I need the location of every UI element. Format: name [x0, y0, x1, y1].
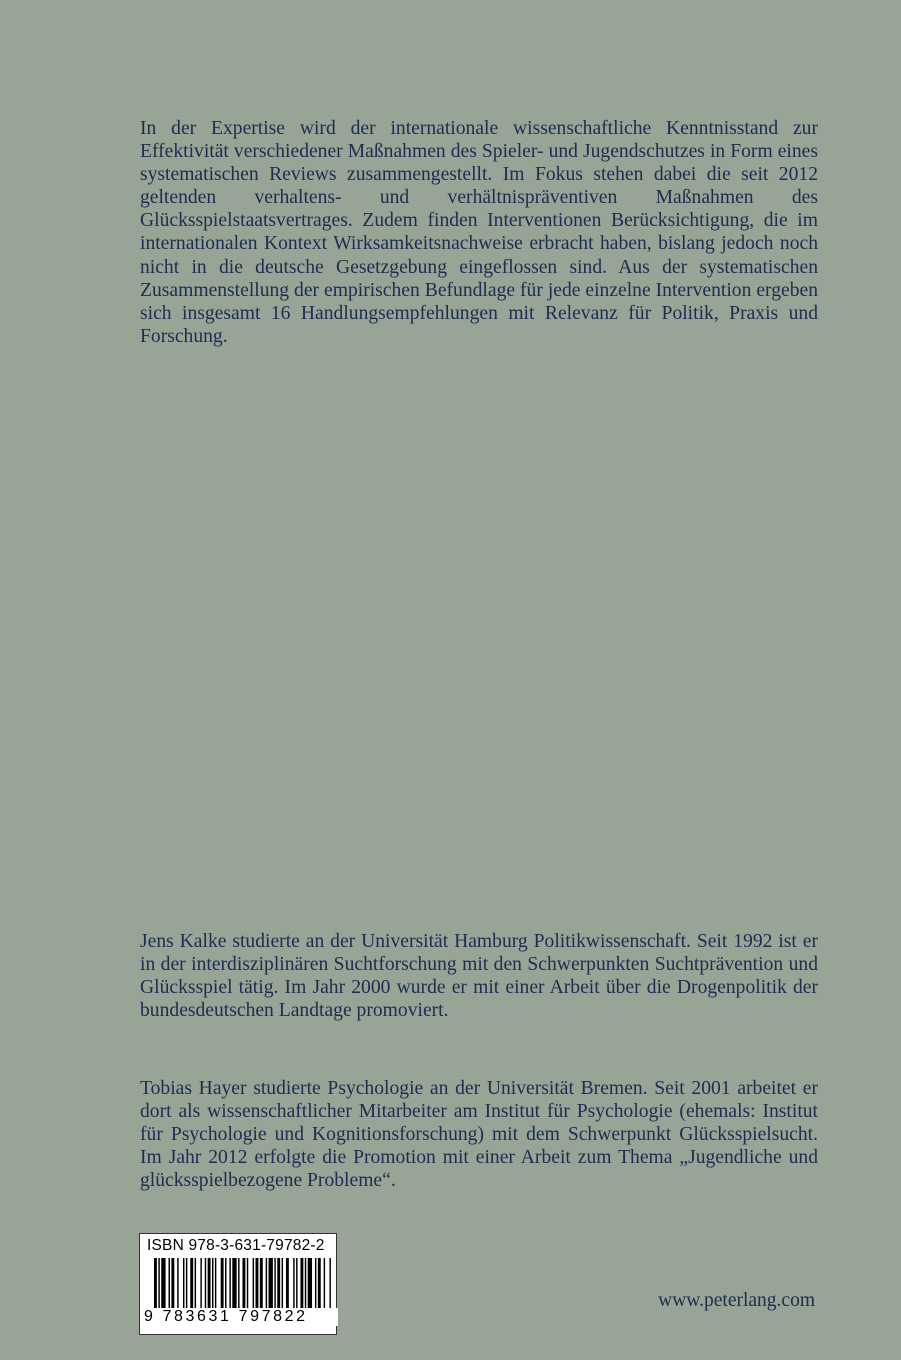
barcode-bar — [247, 1258, 248, 1314]
barcode-bar — [200, 1258, 201, 1314]
barcode-bar — [169, 1258, 170, 1314]
barcode-bar — [300, 1258, 303, 1314]
barcode-bar — [260, 1258, 263, 1314]
barcode-bar — [238, 1258, 239, 1314]
isbn-barcode-box — [139, 1233, 337, 1335]
back-cover-blurb: In der Expertise wird der internationale wissenschaftliche Kenntnisstand zur Effektivität verschiedener Maßnahmen des Spieler- und Jugendschutzes in Form eines systematischen Reviews zusammengestellt. Im Fokus stehen dabei die seit 2012 geltenden verhaltens- und verhältnispräventiven Maßnahmen des Glücksspielstaatsvertrages. Zudem finden Interventionen Berücksichtigung, die im internationalen Kontext Wirksamkeitsnachweise erbracht haben, bislang jedoch noch nicht in die deutsche Gesetzgebung eingeflossen sind. Aus der systematischen Zusammenstellung der empirischen Befundlage für jede einzelne Intervention ergeben sich insgesamt 16 Handlungsempfehlungen mit Relevanz für Politik, Praxis und Forschung. — [140, 118, 818, 347]
author-bio-kalke: Jens Kalke studierte an der Universität Hamburg Politikwissenschaft. Seit 1992 ist er in der interdisziplinären Suchtforschung mit den Schwerpunkten Suchtprävention und Glücksspiel tätig. Im Jahr 2000 wurde er mit einer Arbeit über die Drogenpolitik der bundesdeutschen Landtage promoviert. — [140, 931, 818, 1022]
barcode-bar — [318, 1258, 321, 1314]
barcode-bar — [282, 1258, 283, 1314]
barcode-bar — [205, 1258, 206, 1314]
barcode-bar — [269, 1258, 273, 1314]
barcode-bar — [208, 1258, 211, 1314]
barcode-bar — [305, 1258, 306, 1314]
barcode-bar — [161, 1258, 165, 1314]
barcode-bar — [324, 1258, 325, 1314]
barcode-bar — [232, 1258, 236, 1314]
barcode-bar — [225, 1258, 226, 1314]
barcode-bar — [256, 1258, 259, 1314]
barcode-bar — [215, 1258, 216, 1314]
barcode-bar — [274, 1258, 275, 1314]
barcode-bar — [266, 1258, 267, 1314]
barcode-graphic — [154, 1258, 332, 1314]
author-bio-hayer: Tobias Hayer studierte Psychologie an der Universität Bremen. Seit 2001 arbeitet er dort als wissenschaftlicher Mitarbeiter am Institut für Psychologie (ehemals: Institut für Psychologie und Kognitionsforschung) mit dem Schwerpunkt Glücksspielsucht. Im Jahr 2012 erfolgte die Promotion mit einer Arbeit zum Thema „Jugendliche und glücksspielbezogene Probleme“. — [140, 1078, 818, 1192]
barcode-bar — [158, 1258, 159, 1314]
barcode-bar — [186, 1258, 187, 1314]
barcode-bar — [293, 1258, 294, 1314]
barcode-bar — [177, 1258, 178, 1314]
barcode-bar — [183, 1258, 184, 1314]
barcode-bar — [286, 1258, 289, 1314]
isbn-label: ISBN 978-3-631-79782-2 — [147, 1237, 325, 1254]
barcode-bar — [277, 1258, 280, 1314]
barcode-bar — [253, 1258, 254, 1314]
barcode-bar — [329, 1258, 330, 1314]
barcode-bar — [229, 1258, 230, 1314]
barcode-bar — [190, 1258, 193, 1314]
barcode-digits: 9 783631 797822 — [142, 1308, 338, 1326]
barcode-bar — [296, 1258, 297, 1314]
barcode-bar — [315, 1258, 316, 1314]
publisher-website: www.peterlang.com — [658, 1290, 815, 1311]
barcode-bar — [242, 1258, 245, 1314]
barcode-bar — [221, 1258, 224, 1314]
barcode-bar — [154, 1258, 157, 1314]
barcode-bar — [195, 1258, 196, 1314]
barcode-bar — [171, 1258, 174, 1314]
barcode-bar — [308, 1258, 312, 1314]
barcode-bar — [212, 1258, 213, 1314]
